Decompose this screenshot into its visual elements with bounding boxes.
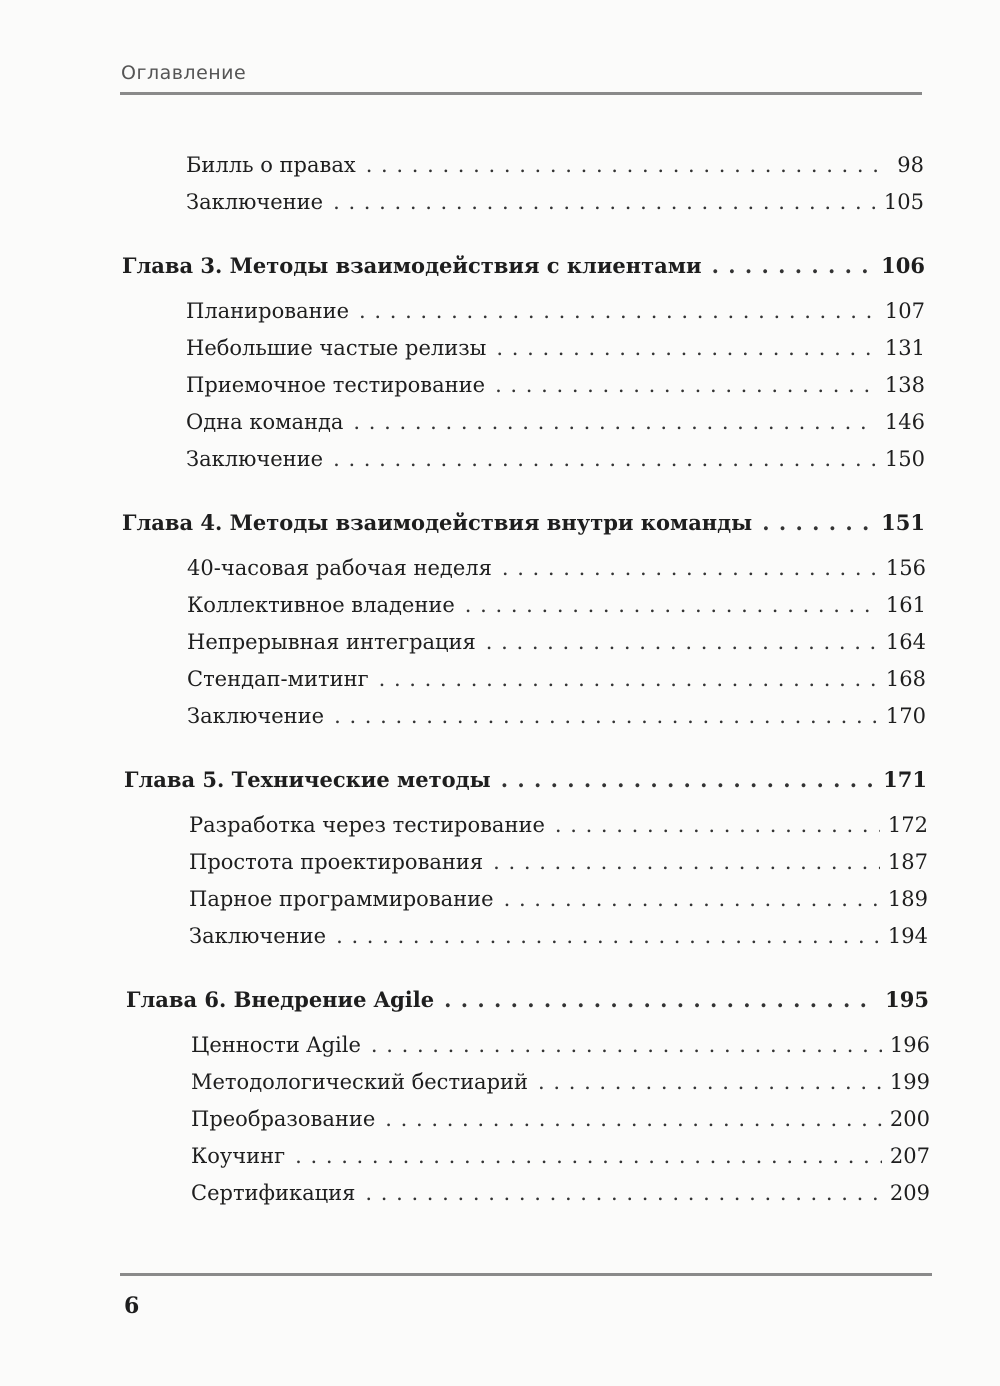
dot-leader [359, 298, 877, 324]
toc-entry-page: 187 [887, 850, 928, 874]
dot-leader [465, 592, 878, 618]
toc-entry-title: Непрерывная интеграция [187, 630, 476, 654]
toc-chapter-page: 171 [883, 767, 927, 792]
toc-entry-title: Сертификация [191, 1181, 356, 1205]
toc-entry[interactable] [189, 849, 928, 875]
toc-entry[interactable] [191, 1032, 930, 1058]
toc-chapter[interactable] [124, 767, 927, 793]
toc-entry-page: 150 [884, 447, 925, 471]
toc-entry[interactable] [186, 189, 924, 215]
toc-entry-title: 40-часовая рабочая неделя [187, 556, 492, 580]
toc-chapter[interactable] [126, 987, 929, 1013]
toc-chapter-title: Глава 6. Внедрение Agile [126, 987, 435, 1012]
dot-leader [712, 253, 874, 279]
dot-leader [379, 666, 878, 692]
toc-chapter[interactable] [122, 253, 925, 279]
toc-entry-page: 98 [897, 153, 924, 177]
toc-entry[interactable] [187, 666, 926, 692]
dot-leader [385, 1106, 882, 1132]
toc-entry-page: 189 [887, 887, 928, 911]
toc-entry[interactable] [187, 555, 926, 581]
dot-leader [336, 923, 880, 949]
dot-leader [504, 886, 880, 912]
toc-entry-title: Простота проектирования [189, 850, 484, 874]
toc-entry-title: Коллективное владение [187, 593, 455, 617]
toc-entry-title: Методологический бестиарий [191, 1070, 529, 1094]
toc-chapter[interactable] [122, 510, 925, 536]
toc-entry-page: 138 [884, 373, 925, 397]
toc-entry[interactable] [189, 923, 928, 949]
dot-leader [295, 1143, 882, 1169]
dot-leader [555, 812, 880, 838]
dot-leader [495, 372, 877, 398]
toc-entry-title: Коучинг [191, 1144, 286, 1168]
toc-entry[interactable] [186, 335, 925, 361]
toc-chapter-page: 195 [885, 987, 929, 1012]
dot-leader [353, 409, 876, 435]
toc-chapter-page: 151 [881, 510, 925, 535]
page-number: 6 [124, 1293, 140, 1319]
dot-leader [502, 555, 878, 581]
dot-leader [538, 1069, 882, 1095]
toc-entry-title: Парное программирование [189, 887, 494, 911]
toc-entry-page: 170 [885, 704, 926, 728]
toc-entry-title: Небольшие частые релизы [186, 336, 487, 360]
toc-entry[interactable] [186, 446, 925, 472]
toc-chapter-title: Глава 5. Технические методы [124, 767, 491, 792]
toc-entry-page: 161 [885, 593, 926, 617]
dot-leader [333, 446, 877, 472]
toc-entry[interactable] [186, 298, 925, 324]
toc-entry-page: 209 [889, 1181, 930, 1205]
toc-chapter-title: Глава 3. Методы взаимодействия с клиентами [122, 253, 702, 278]
toc-entry-title: Стендап-митинг [187, 667, 369, 691]
toc-entry-page: 196 [889, 1033, 930, 1057]
toc-entry[interactable] [189, 812, 928, 838]
toc-entry-title: Заключение [186, 447, 324, 471]
dot-leader [371, 1032, 882, 1058]
toc-entry-page: 200 [889, 1107, 930, 1131]
toc-entry-title: Ценности Agile [191, 1033, 361, 1057]
toc-entry[interactable] [186, 152, 924, 178]
toc-entry-page: 105 [883, 190, 924, 214]
toc-entry[interactable] [189, 886, 928, 912]
dot-leader [366, 152, 890, 178]
toc-entry-page: 172 [887, 813, 928, 837]
toc-entry-title: Заключение [186, 190, 324, 214]
dot-leader [762, 510, 873, 536]
toc-entry-page: 156 [885, 556, 926, 580]
dot-leader [496, 335, 877, 361]
dot-leader [493, 849, 880, 875]
toc-entry-page: 146 [884, 410, 925, 434]
toc-entry-title: Преобразование [191, 1107, 376, 1131]
toc-entry-title: Одна команда [186, 410, 344, 434]
toc-entry[interactable] [187, 629, 926, 655]
toc-entry-title: Приемочное тестирование [186, 373, 486, 397]
toc-chapter-title: Глава 4. Методы взаимодействия внутри команды [122, 510, 753, 535]
dot-leader [365, 1180, 882, 1206]
toc-entry[interactable] [186, 409, 925, 435]
toc-entry-title: Билль о правах [186, 153, 356, 177]
toc-entry[interactable] [191, 1106, 930, 1132]
footer-rule [120, 1273, 932, 1276]
toc-entry-title: Заключение [189, 924, 327, 948]
toc-entry-title: Разработка через тестирование [189, 813, 545, 837]
toc-entry[interactable] [187, 592, 926, 618]
toc-entry[interactable] [187, 703, 926, 729]
toc-entry[interactable] [191, 1143, 930, 1169]
dot-leader [501, 767, 875, 793]
toc-entry-page: 194 [887, 924, 928, 948]
dot-leader [333, 189, 876, 215]
toc-chapter-page: 106 [881, 253, 925, 278]
dot-leader [334, 703, 878, 729]
dot-leader [486, 629, 878, 655]
running-title: Оглавление [121, 62, 247, 84]
toc-entry-page: 168 [885, 667, 926, 691]
toc-entry-page: 107 [884, 299, 925, 323]
toc-entry[interactable] [186, 372, 925, 398]
toc-entry[interactable] [191, 1180, 930, 1206]
toc-entry-page: 164 [885, 630, 926, 654]
toc-entry-page: 131 [884, 336, 925, 360]
toc-entry-page: 207 [889, 1144, 930, 1168]
toc-entry-title: Заключение [187, 704, 325, 728]
toc-entry[interactable] [191, 1069, 930, 1095]
toc-entry-title: Планирование [186, 299, 350, 323]
toc-entry-page: 199 [889, 1070, 930, 1094]
dot-leader [444, 987, 877, 1013]
